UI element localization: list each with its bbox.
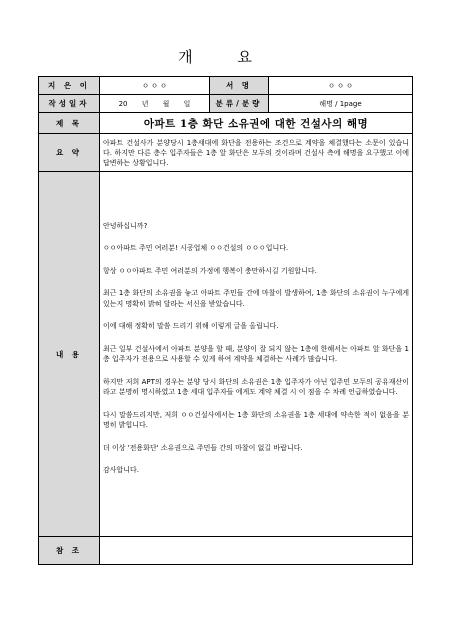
content-paragraph: ㅇㅇ아파트 주민 여러분! 시공업체 ㅇㅇ건설의 ㅇㅇㅇ입니다. <box>103 244 289 252</box>
summary-row <box>39 134 413 172</box>
subject-label: 제 목 <box>39 113 100 134</box>
subject-value: 아파트 1층 화단 소유권에 대한 건설사의 해명 <box>100 113 413 134</box>
content-paragraph: 하지만 저희 APT의 경우는 분양 당시 화단의 소유권은 1층 입주자가 아닌 입주민 모두의 공유재산이라고 분명히 명시하였고 1층 세대 입주자들 에게도 계약 체결 시 이 점을 수 차례 언급하였습니다. <box>103 377 409 396</box>
content-paragraph: 최근 1층 화단의 소유권을 놓고 아파트 주민들 간에 마찰이 발생하여, 1층 화단의 소유권이 누구에게 있는지 명확히 밝혀 달라는 서신을 받았습니다. <box>103 289 409 308</box>
date-row <box>39 95 413 113</box>
category-label: 분류/분량 <box>210 95 269 113</box>
reference-row <box>39 537 413 565</box>
summary-value: 아파트 건설사가 분양당시 1층세대에 화단을 전용하는 조건으로 계약을 체결했다는 소문이 있습니다. 하지만 다른 층수 입주자들은 1층 앞 화단은 모두의 것이라며 건설사 측에 해명을 요구했고 이에 답변하는 상황입니다. <box>100 134 413 172</box>
content-paragraph: 감사합니다. <box>103 466 140 474</box>
reference-label: 참 조 <box>39 537 100 565</box>
date-value: 20 년 월 일 <box>100 95 210 113</box>
subject-row <box>39 113 413 134</box>
content-paragraph: 더 이상 '전용화단' 소유권으로 주민들 간의 마찰이 없길 바랍니다. <box>103 443 303 452</box>
overview-form <box>38 76 413 565</box>
author-value: ㅇ ㅇ ㅇ <box>100 77 210 95</box>
date-label: 작성일자 <box>39 95 100 113</box>
summary-label: 요 약 <box>39 134 100 172</box>
content-row <box>39 172 413 537</box>
content-paragraph: 안녕하십니까? <box>103 221 148 230</box>
reference-value <box>100 537 413 565</box>
content-paragraph: 다시 말씀드리지만, 저희 ㅇㅇ건설사에서는 1층 화단의 소유권을 1층 세대에 약속한 적이 없음을 분명히 밝힙니다. <box>103 410 409 429</box>
content-label: 내 용 <box>39 172 100 537</box>
author-row <box>39 77 413 95</box>
content-paragraph: 최근 일부 건설사에서 아파트 분양을 할 때, 분양이 잘 되지 않는 1층에 한해서는 아파트 앞 화단을 1층 입주자가 전용으로 사용할 수 있게 하여 계약을 체결하는 사례가 많습니다. <box>103 344 409 363</box>
category-value: 해명 / 1page <box>269 95 413 113</box>
content-paragraph: 이에 대해 정확히 말씀 드리기 위해 이렇게 글을 올립니다. <box>103 322 279 330</box>
document-title: 개 요 <box>178 48 272 66</box>
content-paragraph: 항상 ㅇㅇ아파트 주민 여러분의 가정에 행복이 충만하시길 기원합니다. <box>103 266 317 275</box>
signature-label: 서 명 <box>210 77 269 95</box>
signature-value: ㅇ ㅇ ㅇ <box>269 77 413 95</box>
content-body <box>100 172 413 537</box>
author-label: 지 은 이 <box>39 77 100 95</box>
